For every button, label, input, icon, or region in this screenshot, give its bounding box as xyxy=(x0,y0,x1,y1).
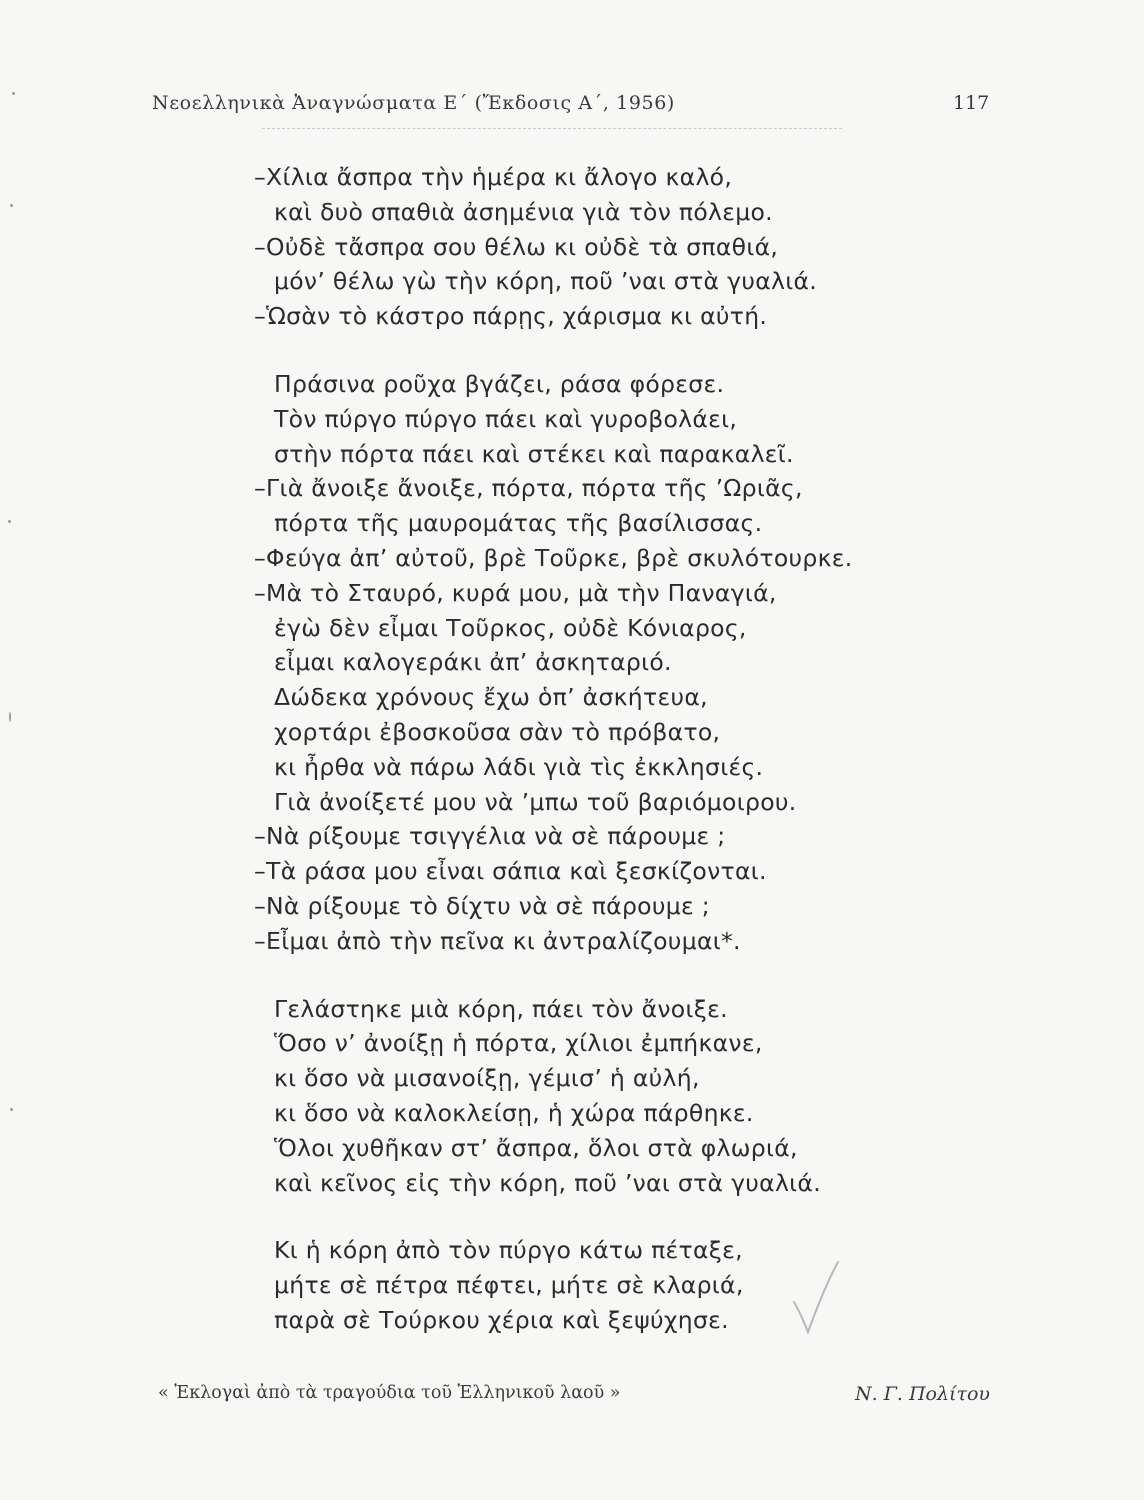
poem-line: Ὅλοι χυθῆκαν στ’ ἄσπρα, ὅλοι στὰ φλωριά, xyxy=(274,1133,798,1162)
poem-line: κι ἦρθα νὰ πάρω λάδι γιὰ τὶς ἐκκλησιές. xyxy=(274,752,764,781)
scan-speck xyxy=(9,712,11,722)
poem-line: ἐγὼ δὲν εἶμαι Τοῦρκος, οὐδὲ Κόνιαρος, xyxy=(274,613,747,642)
poem-line: Γελάστηκε μιὰ κόρη, πάει τὸν ἄνοιξε. xyxy=(274,994,728,1023)
poem-line: καὶ δυὸ σπαθιὰ ἀσημένια γιὰ τὸν πόλεμο. xyxy=(274,197,773,226)
handwritten-check-mark-icon xyxy=(786,1258,846,1338)
scan-speck xyxy=(10,204,13,207)
stanza-1 xyxy=(254,160,1024,334)
poem-line: Κι ἡ κόρη ἀπὸ τὸν πύργο κάτω πέταξε, xyxy=(274,1236,743,1265)
source-citation: « Ἐκλογαὶ ἀπὸ τὰ τραγούδια τοῦ Ἑλληνικοῦ λαοῦ » xyxy=(158,1383,621,1403)
poem-line: –Γιὰ ἄνοιξε ἄνοιξε, πόρτα, πόρτα τῆς ’Ωριᾶς, xyxy=(254,474,803,503)
poem-line: –Φεύγα ἀπ’ αὐτοῦ, βρὲ Τοῦρκε, βρὲ σκυλότουρκε. xyxy=(254,543,853,572)
stanza-2 xyxy=(254,367,1024,959)
poem-line: καὶ κεῖνος εἰς τὴν κόρη, ποῦ ’ναι στὰ γυαλιά. xyxy=(274,1168,821,1197)
poem-line: –Οὐδὲ τἄσπρα σου θέλω κι οὐδὲ τὰ σπαθιά, xyxy=(254,232,779,261)
header-rule xyxy=(262,128,842,129)
poem-line: –Ὡσὰν τὸ κάστρο πάρῃς, χάρισμα κι αὐτή. xyxy=(254,302,768,331)
poem-line: μόν’ θέλω γὼ τὴν κόρη, ποῦ ’ναι στὰ γυαλιά. xyxy=(274,267,818,296)
scan-speck xyxy=(10,1108,13,1111)
poem-line: Πράσινα ροῦχα βγάζει, ράσα φόρεσε. xyxy=(274,369,725,398)
poem-line: –Χίλια ἄσπρα τὴν ἡμέρα κι ἄλογο καλό, xyxy=(254,163,733,191)
poem-line: Τὸν πύργο πύργο πάει καὶ γυροβολάει, xyxy=(274,404,738,433)
poem-line: –Νὰ ρίξουμε τσιγγέλια νὰ σὲ πάρουμε ; xyxy=(254,822,726,851)
stanza-3 xyxy=(254,992,1024,1201)
scan-speck xyxy=(12,92,15,95)
poem-line: –Τὰ ράσα μου εἶναι σάπια καὶ ξεσκίζονται. xyxy=(254,857,767,886)
poem-line: κι ὅσο νὰ καλοκλείσῃ, ἡ χώρα πάρθηκε. xyxy=(274,1098,754,1127)
poem-line: πόρτα τῆς μαυρομάτας τῆς βασίλισσας. xyxy=(274,509,763,538)
poem-line: –Εἶμαι ἀπὸ τὴν πεῖνα κι ἀντραλίζουμαι*. xyxy=(254,926,741,955)
scan-speck xyxy=(8,520,11,523)
page-number: 117 xyxy=(953,92,990,114)
poem-line: στὴν πόρτα πάει καὶ στέκει καὶ παρακαλεῖ. xyxy=(274,439,794,468)
poem-line: παρὰ σὲ Τούρκου χέρια καὶ ξεψύχησε. xyxy=(274,1305,729,1334)
poem-line: κι ὅσο νὰ μισανοίξῃ, γέμισ’ ἡ αὐλή, xyxy=(274,1064,700,1093)
poem-line: Γιὰ ἀνοίξετέ μου νὰ ’μπω τοῦ βαριόμοιρου. xyxy=(274,787,797,816)
poem-line: χορτάρι ἐβοσκοῦσα σὰν τὸ πρόβατο, xyxy=(274,717,721,746)
poem-line: Ὅσο ν’ ἀνοίξῃ ἡ πόρτα, χίλιοι ἐμπήκανε, xyxy=(274,1029,763,1058)
poem-line: –Νὰ ρίξουμε τὸ δίχτυ νὰ σὲ πάρουμε ; xyxy=(254,891,711,920)
poem xyxy=(254,160,1024,1371)
stanza-4 xyxy=(254,1233,1024,1337)
running-title: Νεοελληνικὰ Ἀναγνώσματα Ε΄ (Ἔκδοσις Α΄, 1956) xyxy=(152,92,675,114)
poem-line: μήτε σὲ πέτρα πέφτει, μήτε σὲ κλαριά, xyxy=(274,1271,744,1300)
author-credit: Ν. Γ. Πολίτου xyxy=(855,1383,990,1405)
poem-line: –Μὰ τὸ Σταυρό, κυρά μου, μὰ τὴν Παναγιά, xyxy=(254,578,777,607)
poem-line: εἶμαι καλογεράκι ἀπ’ ἀσκηταριό. xyxy=(274,648,672,677)
poem-line: Δώδεκα χρόνους ἔχω ὁπ’ ἀσκήτευα, xyxy=(274,683,708,712)
